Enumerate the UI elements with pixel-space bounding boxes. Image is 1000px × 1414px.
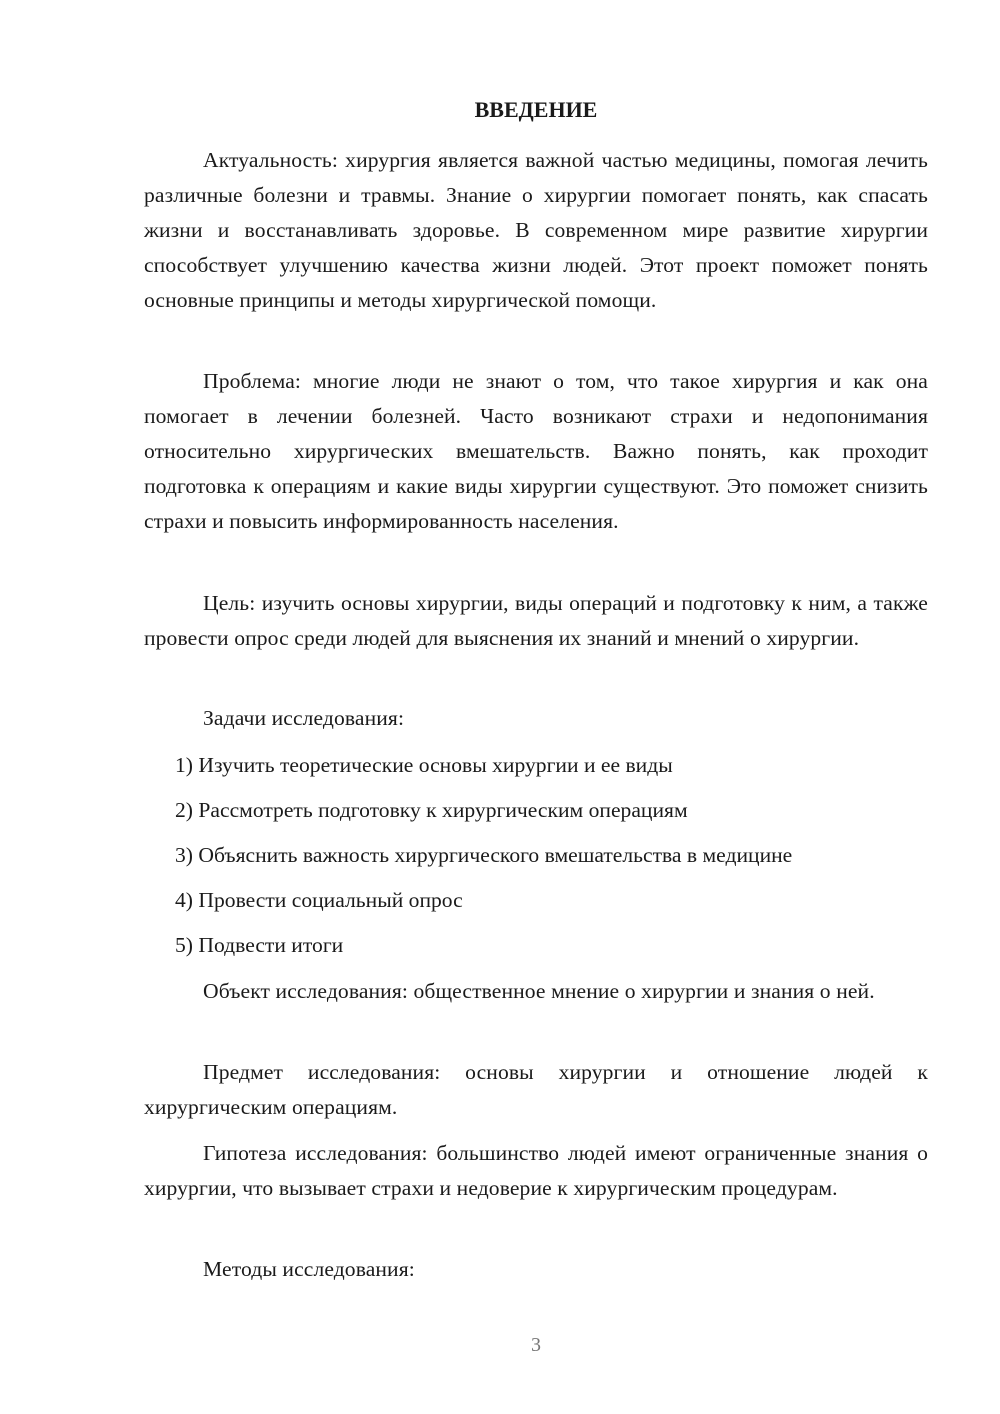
- tasks-heading: Задачи исследования:: [203, 706, 405, 730]
- list-item: 2) Рассмотреть подготовку к хирургическим операциям: [175, 798, 688, 822]
- list-item: 5) Подвести итоги: [175, 933, 344, 957]
- list-item: 4) Провести социальный опрос: [175, 888, 463, 912]
- page-title: ВВЕДЕНИЕ: [474, 97, 598, 122]
- paragraph-subject: Предмет исследования: основы хирургии и отношение людей к хирургическим операциям.: [144, 1060, 928, 1119]
- list-item: 1) Изучить теоретические основы хирургии и ее виды: [175, 753, 673, 777]
- paragraph-goal: Цель: изучить основы хирургии, виды операций и подготовку к ним, а также провести опрос среди людей для выяснения их знаний и мнений о хирургии.: [144, 591, 928, 650]
- page-number: 3: [531, 1334, 541, 1356]
- document-page: [144, 0, 928, 1414]
- paragraph-relevance: Актуальность: хирургия является важной частью медицины, помогая лечить различные болезни и травмы. Знание о хирургии помогает понять, как спасать жизни и восстанавливать здоровье. В современном мире развитие хирургии способствует улучшению качества жизни людей. Этот проект поможет понять основные принципы и методы хирургической помощи.: [144, 148, 928, 312]
- paragraph-problem: Проблема: многие люди не знают о том, что такое хирургия и как она помогает в лечении болезней. Часто возникают страхи и недопонимания относительно хирургических вмешательств. Важно понять, как проходит подготовка к операциям и какие виды хирургии существуют. Это поможет снизить страхи и повысить информированность населения.: [144, 369, 928, 533]
- paragraph-hypothesis: Гипотеза исследования: большинство людей имеют ограниченные знания о хирургии, что вызывает страхи и недоверие к хирургическим процедурам.: [144, 1141, 928, 1200]
- paragraph-object: Объект исследования: общественное мнение о хирургии и знания о ней.: [203, 979, 875, 1003]
- methods-heading: Методы исследования:: [203, 1257, 415, 1281]
- list-item: 3) Объяснить важность хирургического вмешательства в медицине: [175, 843, 793, 867]
